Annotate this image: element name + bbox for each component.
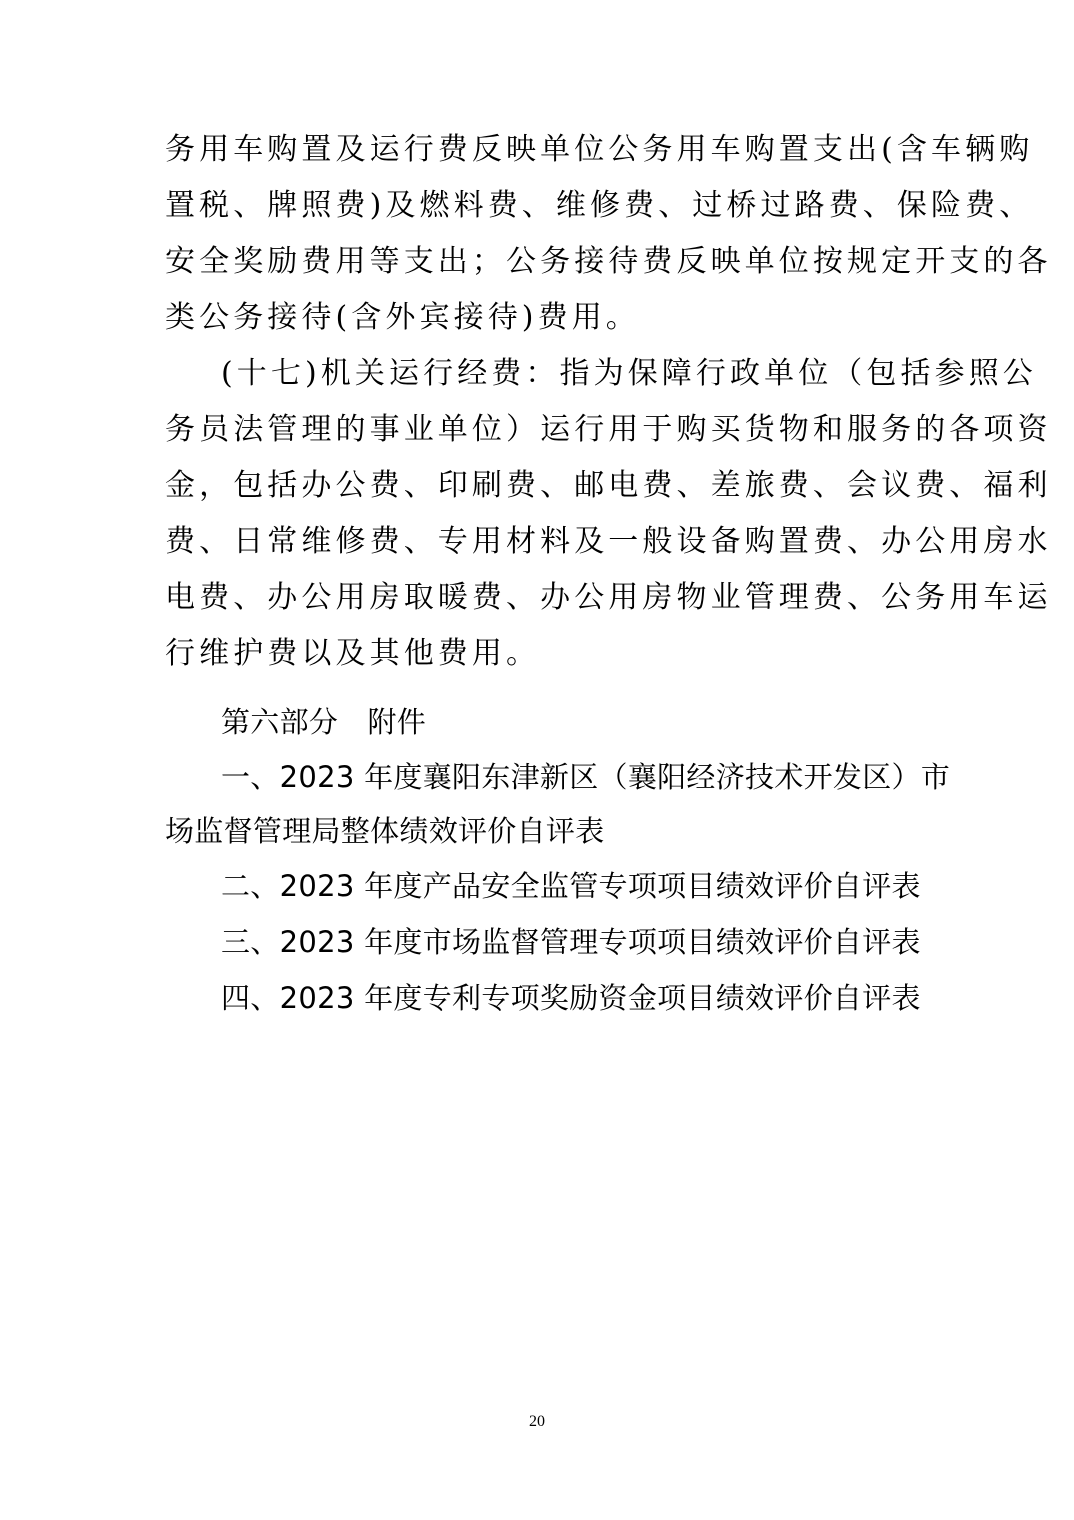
attachment-item-2: 二、2023 年度产品安全监管专项项目绩效评价自评表 — [221, 869, 921, 903]
paragraph-line: (十七)机关运行经费：指为保障行政单位（包括参照公 — [221, 356, 1037, 391]
paragraph-line: 金，包括办公费、印刷费、邮电费、差旅费、会议费、福利 — [165, 468, 1052, 503]
attachment-item-4: 四、2023 年度专利专项奖励资金项目绩效评价自评表 — [221, 981, 921, 1015]
paragraph-line: 务员法管理的事业单位）运行用于购买货物和服务的各项资 — [165, 412, 1052, 447]
paragraph-line: 费、日常维修费、专用材料及一般设备购置费、办公用房水 — [165, 524, 1052, 559]
paragraph-line: 行维护费以及其他费用。 — [165, 636, 541, 671]
attachment-item-3: 三、2023 年度市场监督管理专项项目绩效评价自评表 — [221, 925, 921, 959]
paragraph-line: 电费、办公用房取暖费、办公用房物业管理费、公务用车运 — [165, 580, 1052, 615]
paragraph-line: 置税、牌照费)及燃料费、维修费、过桥过路费、保险费、 — [165, 188, 1034, 223]
paragraph-line: 安全奖励费用等支出；公务接待费反映单位按规定开支的各 — [165, 244, 1052, 279]
page-number: 20 — [529, 1413, 545, 1430]
paragraph-line: 务用车购置及运行费反映单位公务用车购置支出(含车辆购 — [165, 132, 1034, 167]
attachment-item-1-continued: 场监督管理局整体绩效评价自评表 — [165, 814, 605, 848]
section-heading: 第六部分 附件 — [221, 705, 427, 739]
attachment-item-1: 一、2023 年度襄阳东津新区（襄阳经济技术开发区）市 — [221, 760, 951, 794]
paragraph-line: 类公务接待(含外宾接待)费用。 — [165, 300, 640, 335]
